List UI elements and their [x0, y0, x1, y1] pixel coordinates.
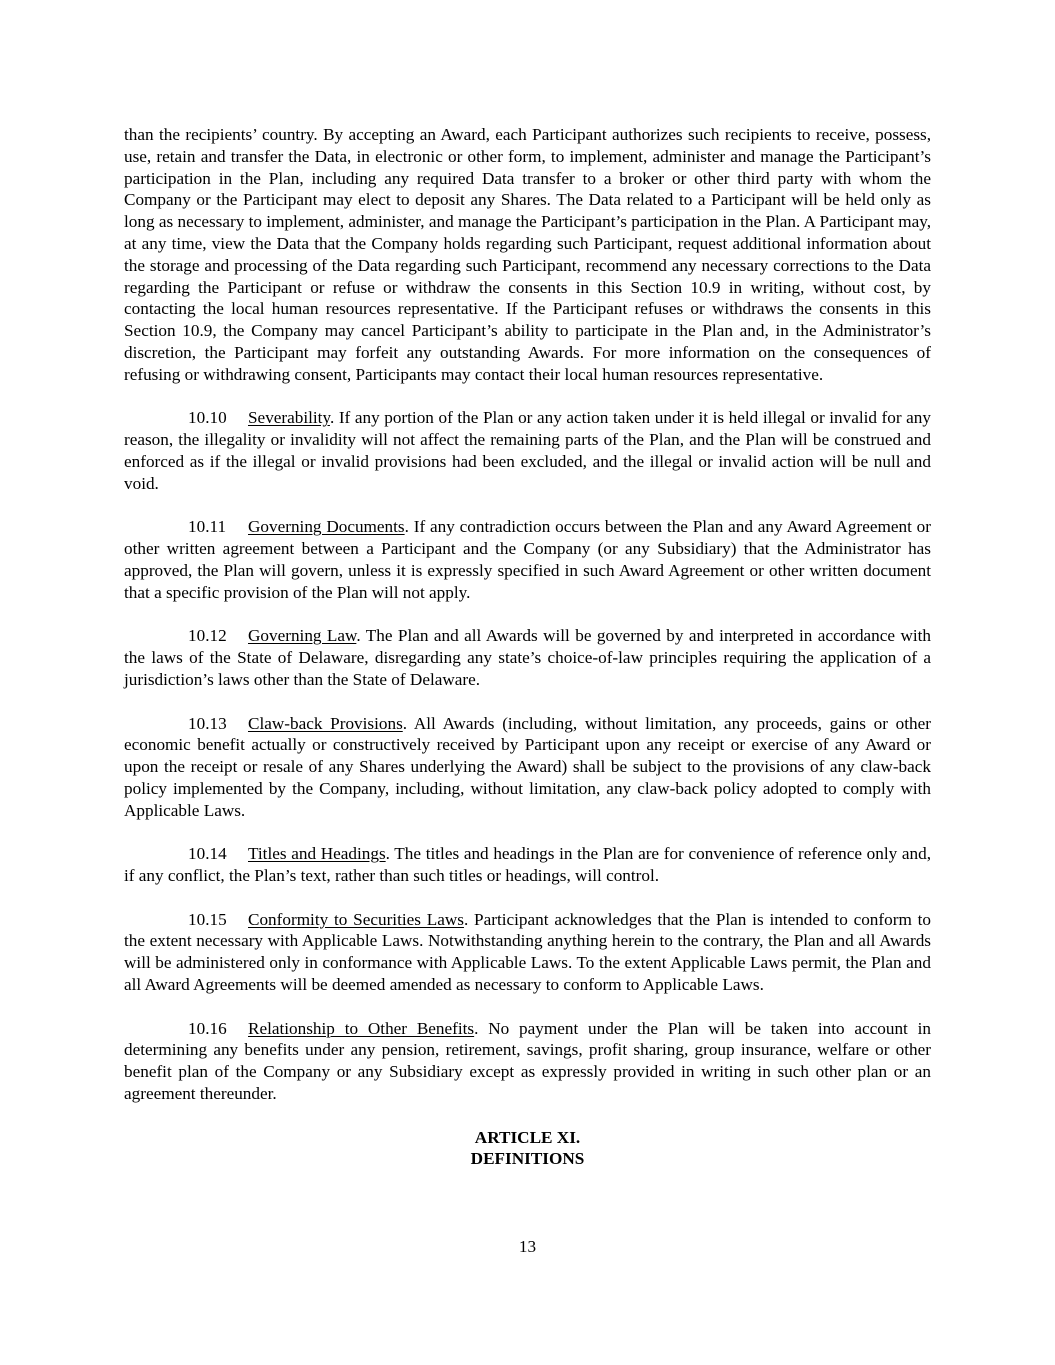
section-number: 10.15 — [188, 909, 227, 929]
section-title: Severability — [248, 408, 330, 428]
section-text: . Participant acknowledges that the Plan is intended to conform to the extent necessary with Applicable Laws. Notwithstanding anything herein to the contrary, the Plan and all Awards will be administered only in conformance with Applicable Laws. To the extent Applicable Laws permit, the Plan and all Award Agreements will be deemed amended as necessary to conform to Applicable Laws. — [124, 909, 931, 995]
section-text: . All Awards (including, without limitation, any proceeds, gains or other economic benefit actually or constructively received by Participant upon any receipt or exercise of any Award or upon the receipt or resale of any Shares underlying the Award) shall be subject to the provisions of any claw-back policy implemented by the Company, including, without limitation, any claw-back policy adopted to comply with Applicable Laws. — [124, 713, 931, 820]
section-text: . If any contradiction occurs between the Plan and any Award Agreement or other written agreement between a Participant and the Company (or any Subsidiary) that the Administrator has approved, the Plan will govern, unless it is expressly specified in such Award Agreement or other written document that a specific provision of the Plan will not apply. — [124, 517, 931, 602]
section-10-12 — [124, 625, 931, 690]
section-title: Relationship to Other Benefits — [248, 1018, 475, 1038]
section-number: 10.13 — [188, 713, 227, 733]
section-number: 10.10 — [188, 408, 227, 428]
section-text: . If any portion of the Plan or any action taken under it is held illegal or invalid for any reason, the illegality or invalidity will not affect the remaining parts of the Plan, and the Plan will be construed and enforced as if the illegal or invalid provisions had been excluded, and the illegal or invalid action will be null and void. — [124, 408, 931, 493]
section-title: Claw-back Provisions — [248, 713, 403, 733]
section-10-14 — [124, 843, 931, 887]
opening-paragraph: than the recipients’ country. By accepting an Award, each Participant authorizes such recipients to receive, possess, use, retain and transfer the Data, in electronic or other form, to implement, administer and manage the Participant’s participation in the Plan, including any required Data transfer to a broker or other third party with whom the Company or the Participant may elect to deposit any Shares. The Data related to a Participant will be held only as long as necessary to implement, administer, and manage the Participant’s participation in the Plan. A Participant may, at any time, view the Data that the Company holds regarding such Participant, request additional information about the storage and processing of the Data regarding such Participant, recommend any necessary corrections to the Data regarding the Participant or refuse or withdraw the consents in this Section 10.9 in writing, without cost, by contacting the local human resources representative. If the Participant refuses or withdraws the consents in this Section 10.9, the Company may cancel Participant’s ability to participate in the Plan and, in the Administrator’s discretion, the Participant may forfeit any outstanding Awards. For more information on the consequences of refusing or withdrawing consent, Participants may contact their local human resources representative. — [124, 125, 931, 384]
section-title: Conformity to Securities Laws — [248, 909, 464, 929]
section-text: . The titles and headings in the Plan are for convenience of reference only and, if any conflict, the Plan’s text, rather than such titles or headings, will control. — [124, 844, 931, 886]
section-number: 10.16 — [188, 1018, 227, 1038]
section-10-16 — [124, 1018, 931, 1105]
article-title: DEFINITIONS — [470, 1149, 585, 1169]
section-title: Governing Documents — [248, 517, 405, 537]
page-number: 13 — [518, 1237, 537, 1256]
article-number: ARTICLE XI. — [474, 1127, 581, 1147]
section-10-15 — [124, 909, 931, 996]
section-text: . No payment under the Plan will be taken into account in determining any benefits under any pension, retirement, savings, profit sharing, group insurance, welfare or other benefit plan of the Company or any Subsidiary except as expressly provided in writing in such other plan or an agreement thereunder. — [124, 1018, 932, 1104]
section-10-11 — [124, 516, 931, 603]
section-number: 10.14 — [188, 844, 227, 864]
section-title: Governing Law — [248, 626, 357, 646]
section-title: Titles and Headings — [248, 844, 386, 864]
section-number: 10.12 — [188, 626, 227, 646]
section-10-13 — [124, 713, 931, 822]
section-10-10 — [124, 407, 931, 494]
section-number: 10.11 — [188, 517, 227, 537]
section-text: . The Plan and all Awards will be governed by and interpreted in accordance with the laws of the State of Delaware, disregarding any state’s choice-of-law principles requiring the application of a jurisdiction’s laws other than the State of Delaware. — [124, 626, 931, 689]
document-body — [124, 124, 931, 1170]
